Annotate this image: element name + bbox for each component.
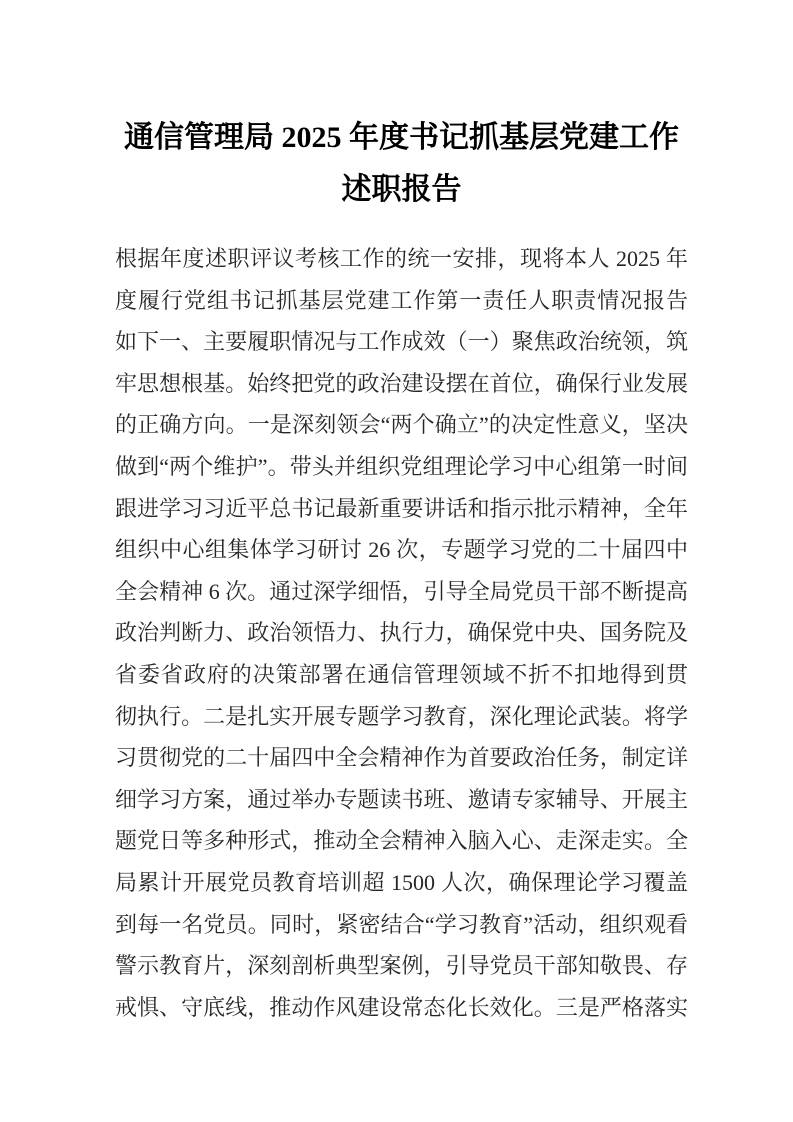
- document-line: 到每一名党员。同时，紧密结合“学习教育”活动，组织观看: [115, 911, 688, 937]
- document-line: 题党日等多种形式，推动全会精神入脑入心、走深走实。全: [115, 828, 688, 854]
- document-title-line2: 述职报告: [341, 173, 462, 206]
- document-line: 政治判断力、政治领悟力、执行力，确保党中央、国务院及: [115, 620, 688, 646]
- document-line: 彻执行。二是扎实开展专题学习教育，深化理论武装。将学: [115, 703, 688, 729]
- document-line: 的正确方向。一是深刻领会“两个确立”的决定性意义，坚决: [115, 412, 688, 438]
- document-line: 全会精神 6 次。通过深学细悟，引导全局党员干部不断提高: [115, 578, 688, 604]
- document-line: 细学习方案，通过举办专题读书班、邀请专家辅导、开展主: [115, 786, 688, 812]
- document-line: 警示教育片，深刻剖析典型案例，引导党员干部知敬畏、存: [115, 953, 688, 979]
- document-line: 局累计开展党员教育培训超 1500 人次，确保理论学习覆盖: [115, 869, 688, 895]
- document-title: [115, 112, 688, 216]
- document-line: 度履行党组书记抓基层党建工作第一责任人职责情况报告: [115, 287, 688, 313]
- document-line: 组织中心组集体学习研讨 26 次，专题学习党的二十届四中: [115, 537, 688, 563]
- document-line: 根据年度述职评议考核工作的统一安排，现将本人 2025 年: [115, 246, 688, 271]
- document-line: 做到“两个维护”。带头并组织党组理论学习中心组第一时间: [115, 453, 688, 479]
- document-line: 省委省政府的决策部署在通信管理领域不折不扣地得到贯: [115, 661, 688, 687]
- document-line: 如下一、主要履职情况与工作成效（一）聚焦政治统领，筑: [115, 329, 688, 355]
- document-line: 习贯彻党的二十届四中全会精神作为首要政治任务，制定详: [115, 745, 688, 771]
- document-title-line1: 通信管理局 2025 年度书记抓基层党建工作: [124, 121, 679, 154]
- document-line: 戒惧、守底线，推动作风建设常态化长效化。三是严格落实: [115, 994, 688, 1020]
- document-line: 跟进学习习近平总书记最新重要讲话和指示批示精神，全年: [115, 495, 688, 521]
- document-line: 牢思想根基。始终把党的政治建设摆在首位，确保行业发展: [115, 370, 688, 396]
- document-body: [115, 238, 688, 1028]
